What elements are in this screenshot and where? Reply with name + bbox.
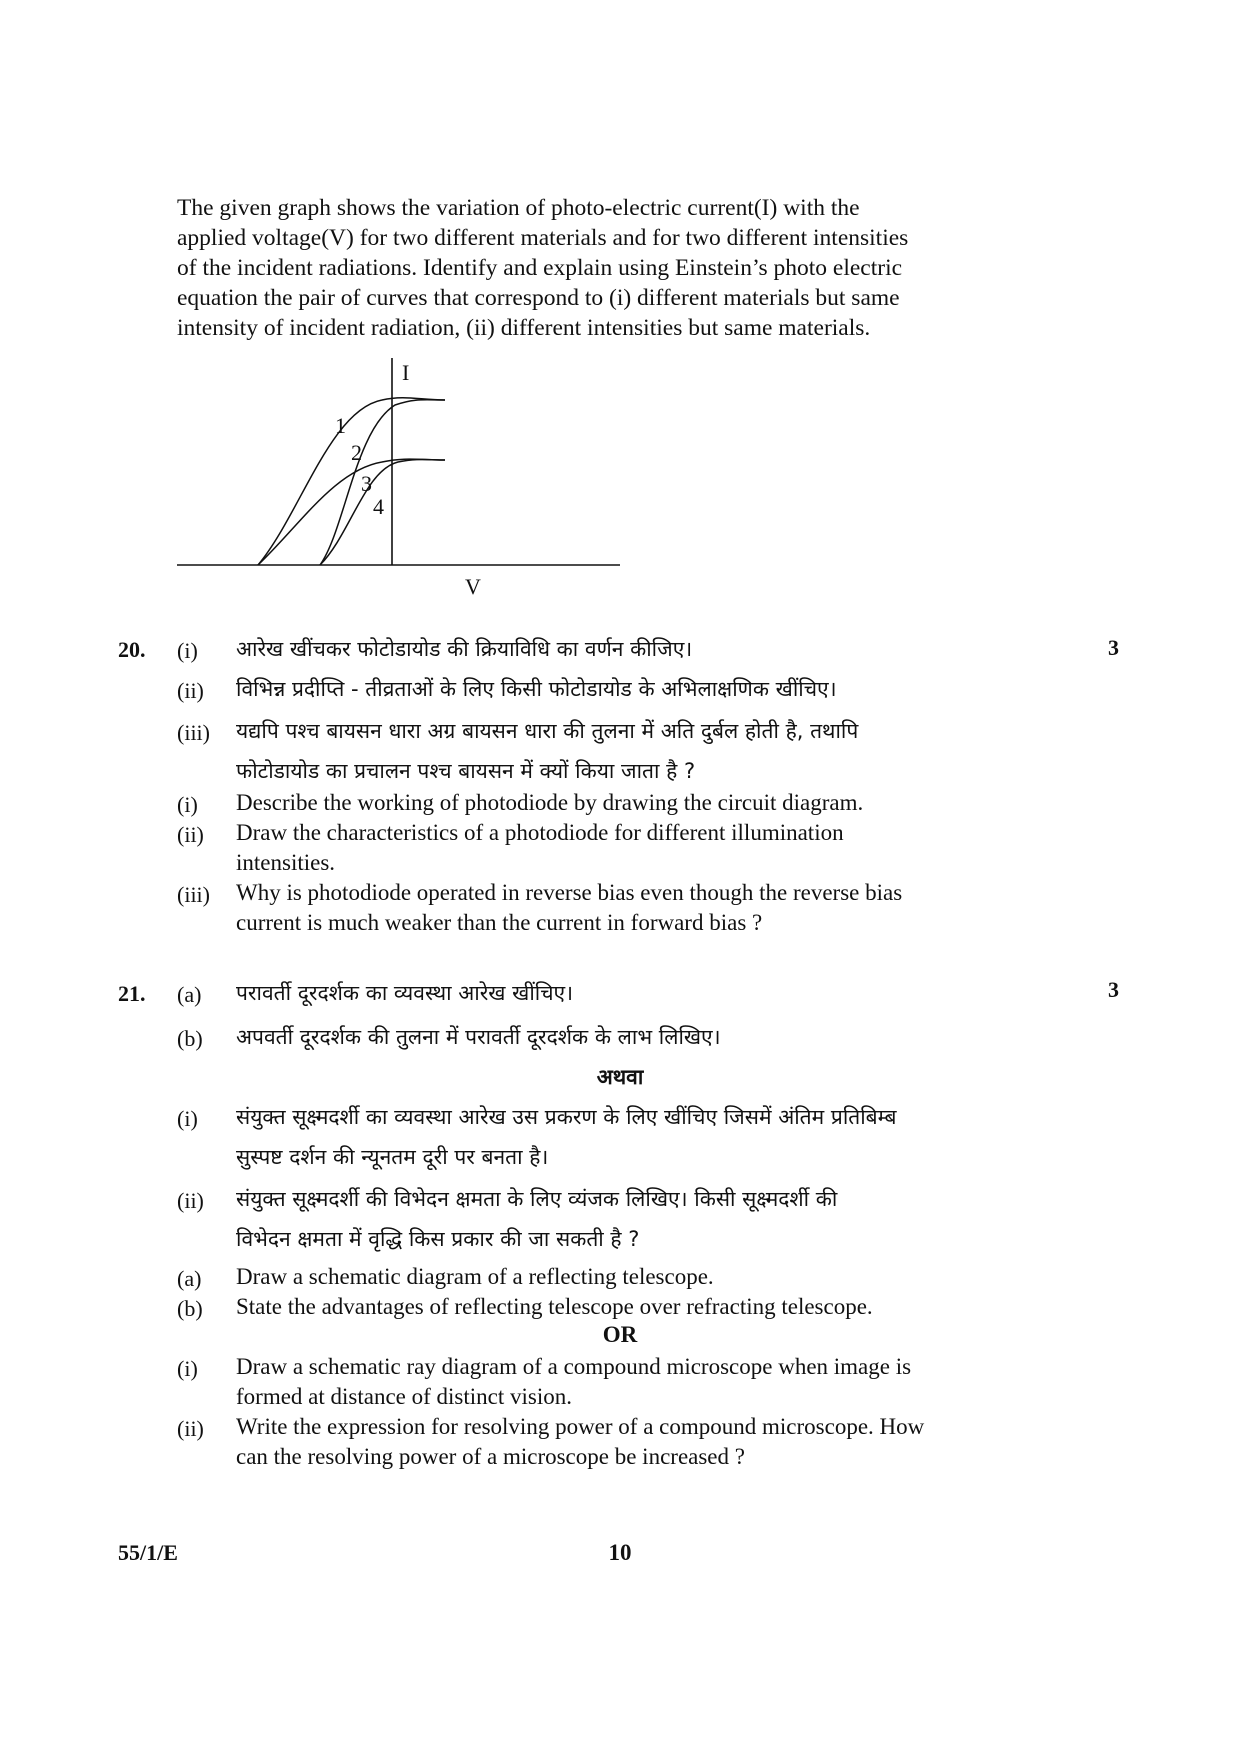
hindi-text: संयुक्त सूक्ष्मदर्शी का व्यवस्था आरेख उस प्रकरण के लिए खींचिए जिसमें अंतिम प्रतिबिम्ब: [236, 1105, 897, 1129]
english-text: State the advantages of reflecting telescope over refracting telescope.: [236, 1294, 873, 1319]
paper-code: 55/1/E: [118, 1540, 178, 1565]
part-label: (iii): [177, 882, 210, 907]
intro-line: of the incident radiations. Identify and explain using Einstein’s photo electric: [177, 255, 903, 281]
english-or: OR: [602, 1322, 638, 1347]
part-label: (ii): [177, 822, 204, 847]
english-text: Draw a schematic ray diagram of a compound microscope when image is: [236, 1354, 912, 1379]
curve-label-4: 4: [373, 494, 384, 519]
hindi-text: विभेदन क्षमता में वृद्धि किस प्रकार की जा सकती है ?: [236, 1227, 640, 1251]
photoelectric-graph: [170, 350, 630, 610]
page-number: 10: [608, 1540, 632, 1565]
curve-label-1: 1: [335, 413, 346, 438]
hindi-text: परावर्ती दूरदर्शक का व्यवस्था आरेख खींचिए।: [236, 981, 574, 1005]
part-label: (b): [177, 1296, 203, 1321]
intro-line: The given graph shows the variation of photo-electric current(I) with the: [177, 195, 860, 221]
english-text: Why is photodiode operated in reverse bias even though the reverse bias: [236, 880, 903, 905]
hindi-text: सुस्पष्ट दर्शन की न्यूनतम दूरी पर बनता है।: [236, 1145, 549, 1169]
part-label: (ii): [177, 1188, 204, 1213]
part-label: (i): [177, 1356, 198, 1381]
curve-2: [258, 459, 445, 565]
intro-line: intensity of incident radiation, (ii) different intensities but same materials.: [177, 315, 871, 341]
marks: 3: [1108, 635, 1119, 660]
hindi-text: यद्यपि पश्च बायसन धारा अग्र बायसन धारा की तुलना में अति दुर्बल होती है, तथापि: [236, 719, 859, 743]
hindi-text: आरेख खींचकर फोटोडायोड की क्रियाविधि का वर्णन कीजिए।: [236, 637, 693, 661]
part-label: (ii): [177, 678, 204, 703]
y-axis-label: I: [402, 360, 410, 385]
intro-paragraph: [177, 193, 1067, 343]
part-label: (iii): [177, 720, 210, 745]
x-axis-label: V: [465, 574, 481, 599]
question-number: 21.: [118, 981, 146, 1006]
intro-line: applied voltage(V) for two different materials and for two different intensities: [177, 225, 909, 251]
part-label: (a): [177, 1266, 202, 1291]
hindi-text: संयुक्त सूक्ष्मदर्शी की विभेदन क्षमता के लिए व्यंजक लिखिए। किसी सूक्ष्मदर्शी की: [236, 1187, 838, 1211]
english-text: Draw the characteristics of a photodiode for different illumination: [236, 820, 844, 845]
part-label: (b): [177, 1026, 203, 1051]
curve-label-2: 2: [351, 440, 362, 465]
hindi-text: विभिन्न प्रदीप्ति - तीव्रताओं के लिए किसी फोटोडायोड के अभिलाक्षणिक खींचिए।: [236, 677, 837, 701]
part-label: (a): [177, 982, 202, 1007]
english-text: Write the expression for resolving power of a compound microscope. How: [236, 1414, 925, 1439]
english-text: formed at distance of distinct vision.: [236, 1384, 572, 1409]
hindi-or: अथवा: [596, 1065, 644, 1089]
part-label: (i): [177, 1106, 198, 1131]
english-text: Draw a schematic diagram of a reflecting telescope.: [236, 1264, 714, 1289]
hindi-text: फोटोडायोड का प्रचालन पश्च बायसन में क्यों किया जाता है ?: [236, 759, 696, 783]
english-text: can the resolving power of a microscope be increased ?: [236, 1444, 745, 1469]
english-text: Describe the working of photodiode by drawing the circuit diagram.: [236, 790, 864, 815]
curve-label-3: 3: [361, 471, 372, 496]
part-label: (i): [177, 638, 198, 663]
part-label: (ii): [177, 1416, 204, 1441]
hindi-text: अपवर्ती दूरदर्शक की तुलना में परावर्ती दूरदर्शक के लाभ लिखिए।: [236, 1025, 721, 1049]
question-number: 20.: [118, 637, 146, 662]
marks: 3: [1108, 977, 1119, 1002]
intro-line: equation the pair of curves that correspond to (i) different materials but same: [177, 285, 900, 311]
english-text: intensities.: [236, 850, 336, 875]
part-label: (i): [177, 792, 198, 817]
english-text: current is much weaker than the current in forward bias ?: [236, 910, 763, 935]
